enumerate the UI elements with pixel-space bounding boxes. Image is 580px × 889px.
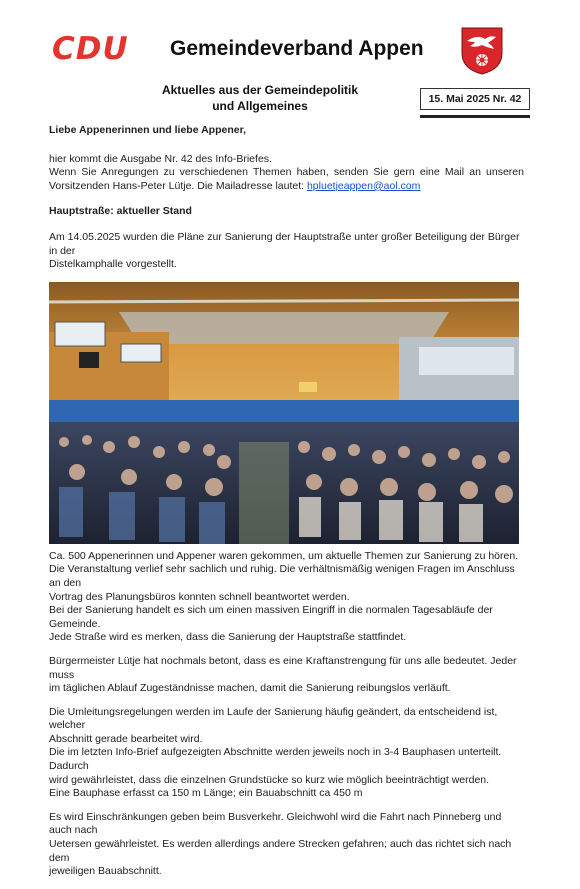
paragraph-line: Jede Straße wird es merken, dass die Sanierung der Hauptstraße stattfindet. xyxy=(49,631,407,644)
organization-title: Gemeindeverband Appen xyxy=(170,37,424,60)
paragraph-line: Abschnitt gerade bearbeitet wird. xyxy=(49,732,203,745)
section-heading: Hauptstraße: aktueller Stand xyxy=(49,205,192,218)
issue-badge: 15. Mai 2025 Nr. 42 xyxy=(420,88,530,110)
newsletter-subtitle xyxy=(160,82,360,114)
intro-line: Wenn Sie Anregungen zu verschiedenen Themen haben, senden Sie gern eine Mail an unseren xyxy=(49,166,524,179)
paragraph-line: Bürgermeister Lütje hat nochmals betont, dass es eine Kraftanstrengung für uns alle bedeutet. Jeder muss xyxy=(49,654,517,681)
paragraph-line: Vortrag des Planungsbüros konnten schnell beantwortet werden. xyxy=(49,590,350,603)
paragraph-line: jeweiligen Bauabschnitt. xyxy=(49,865,162,878)
paragraph-line: Es wird Einschränkungen geben beim Busverkehr. Gleichwohl wird die Fahrt nach Pinneberg und auch nach xyxy=(49,810,502,837)
intro-line-email xyxy=(49,180,524,194)
subtitle-line-1: Aktuelles aus der Gemeindepolitik xyxy=(161,83,359,97)
letter-body xyxy=(49,124,524,889)
article-paragraph xyxy=(49,550,524,645)
paragraph-line: im täglichen Ablauf Zugeständnisse machen, damit die Sanierung reibungslos verläuft. xyxy=(49,682,451,695)
lead-line: Am 14.05.2025 wurden die Pläne zur Sanierung der Hauptstraße unter großer Beteiligung der Bürger in der xyxy=(49,230,520,257)
article-paragraph xyxy=(49,811,524,879)
paragraph-line: wird gewährleistet, dass die einzelnen Grundstücke so kurz wie möglich beeinträchtigt werden. xyxy=(49,773,490,786)
paragraph-line: Eine Bauphase erfasst ca 150 m Länge; ein Bauabschnitt ca 450 m xyxy=(49,787,363,800)
article-paragraphs xyxy=(49,550,524,879)
paragraph-line: Uetersen gewährleistet. Es werden allerdings andere Strecken gefahren; auch das richtet sich nach dem xyxy=(49,838,512,864)
greeting: Liebe Appenerinnen und liebe Appener, xyxy=(49,124,246,136)
paragraph-line: Ca. 500 Appenerinnen und Appener waren gekommen, um aktuelle Themen zur Sanierung zu hören. xyxy=(49,549,519,562)
intro-paragraph xyxy=(49,153,524,194)
section-lead xyxy=(49,231,524,272)
event-photo xyxy=(49,282,519,544)
subtitle-line-2: und Allgemeines xyxy=(212,99,308,113)
email-link[interactable]: hpluetjeappen@aol.com xyxy=(306,179,421,192)
cdu-logo: CDU xyxy=(52,31,129,67)
intro-line: hier kommt die Ausgabe Nr. 42 des Info-Briefes. xyxy=(49,152,272,165)
article-paragraph xyxy=(49,655,524,696)
paragraph-line: Die Veranstaltung verlief sehr sachlich und ruhig. Die verhältnismäßig wenigen Fragen im Anschluss an den xyxy=(49,563,515,589)
coat-of-arms-icon xyxy=(461,27,503,75)
paragraph-line: Die Umleitungsregelungen werden im Laufe der Sanierung häufig geändert, da entscheidend ist, welcher xyxy=(49,705,498,732)
email-label: Vorsitzenden Hans-Peter Lütje. Die Mailadresse lautet: xyxy=(49,179,307,192)
header-divider xyxy=(420,115,530,118)
paragraph-line: Die im letzten Info-Brief aufgezeigten Abschnitte werden jeweils noch in 3-4 Bauphasen unterteilt. Dadurch xyxy=(49,746,502,773)
paragraph-line: Bei der Sanierung handelt es sich um einen massiven Eingriff in die normalen Tagesabläufe der Gemeinde. xyxy=(49,604,493,630)
lead-line: Distelkamphalle vorgestellt. xyxy=(49,258,177,271)
article-paragraph xyxy=(49,706,524,801)
